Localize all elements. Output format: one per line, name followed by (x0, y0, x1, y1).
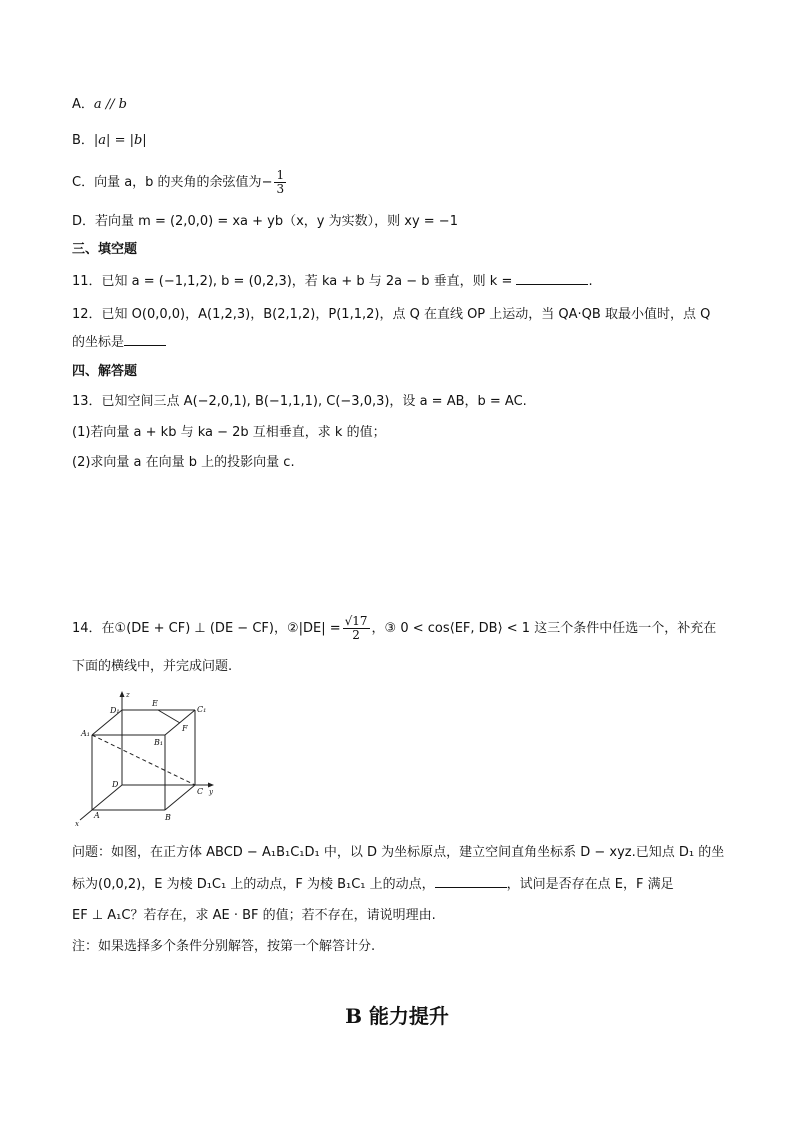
option-a-text: a // b (93, 97, 128, 112)
option-d (72, 212, 458, 232)
question-14-numerator: √17 (344, 614, 368, 628)
option-a-label: A． (72, 97, 94, 112)
label-a: A (94, 811, 100, 820)
section-fill-blank-heading: 三、填空题 (72, 242, 138, 257)
question-13-part2: (2)求向量 a 在向量 b 上的投影向量 c. (72, 455, 295, 470)
problem-condition-blank[interactable] (435, 887, 507, 888)
problem-line2-text: 标为(0,0,2)，E 为棱 D₁C₁ 上的动点，F 为棱 B₁C₁ 上的动点， (72, 877, 435, 892)
label-b: B (165, 813, 171, 822)
problem-line3: EF ⊥ A₁C？若存在，求 AE · BF 的值；若不存在，请说明理由. (72, 908, 436, 923)
question-11-text: 11．已知 a = (−1,1,2), b = (0,2,3)，若 ka + b 与 2a − b 垂直，则 k = (72, 274, 513, 289)
question-14-fraction (343, 615, 370, 642)
question-14-denominator: 2 (352, 628, 360, 642)
option-c-denominator: 3 (276, 182, 285, 196)
problem-line1: 问题：如图，在正方体 ABCD − A₁B₁C₁D₁ 中，以 D 为坐标原点，建立空间直角坐标系 D − xyz.已知点 D₁ 的坐 (72, 845, 725, 860)
question-11-answer-blank[interactable] (516, 284, 588, 285)
label-a1: A₁ (81, 729, 90, 738)
question-12-line1: 12．已知 O(0,0,0)，A(1,2,3)，B(2,1,2)，P(1,1,2)，点 Q 在直线 OP 上运动，当 QA·QB 取最小值时，点 Q (72, 307, 711, 322)
option-d-text: 若向量 m = (2,0,0) = xa + yb（x，y 为实数），则 xy = −1 (95, 214, 458, 229)
question-12-line2 (72, 333, 166, 353)
section-b-title: B 能力提升 (345, 1004, 449, 1028)
question-14-text-end: ，③ 0 < cos⟨EF, DB⟩ < 1 这三个条件中任选一个，补充在 (371, 621, 717, 636)
question-13-stem: 13．已知空间三点 A(−2,0,1), B(−1,1,1), C(−3,0,3)，设 a = AB，b = AC. (72, 394, 527, 409)
label-c: C (197, 787, 204, 796)
option-b (72, 131, 147, 151)
label-d1: D₁ (110, 706, 120, 715)
option-c (72, 168, 288, 198)
question-12-text: 的坐标是 (72, 335, 125, 350)
option-c-fraction (274, 169, 286, 196)
label-d: D (112, 780, 119, 789)
label-axis-x: x (75, 820, 79, 828)
label-f: F (182, 724, 188, 733)
label-axis-y: y (209, 788, 213, 796)
option-a (72, 95, 127, 115)
option-b-text: |a| = |b| (93, 133, 147, 148)
section-answer-heading: 四、解答题 (72, 364, 138, 379)
problem-line2 (72, 875, 674, 895)
option-b-label: B． (72, 133, 94, 148)
question-14-line1 (72, 614, 716, 644)
option-c-label: C． (72, 175, 95, 190)
option-c-text: 向量 a，b 的夹角的余弦值为 (94, 175, 262, 190)
note: 注：如果选择多个条件分别解答，按第一个解答计分. (72, 939, 376, 954)
question-12-answer-blank[interactable] (124, 345, 166, 346)
question-14-line2: 下面的横线中，并完成问题. (72, 659, 233, 674)
label-c1: C₁ (197, 705, 207, 714)
label-axis-z: z (126, 691, 130, 699)
label-e: E (152, 699, 158, 708)
label-b1: B₁ (154, 738, 164, 747)
question-14-text: 14．在①(DE + CF) ⊥ (DE − CF)，②|DE| = (72, 621, 341, 636)
option-d-label: D． (72, 214, 96, 229)
problem-line2-end: ，试问是否存在点 E，F 满足 (506, 877, 674, 892)
question-11 (72, 272, 593, 292)
question-11-end: . (588, 274, 593, 289)
option-c-minus: − (261, 175, 273, 190)
question-13-part1: (1)若向量 a + kb 与 ka − 2b 互相垂直，求 k 的值； (72, 425, 386, 440)
option-c-numerator: 1 (276, 168, 285, 182)
cube-figure (72, 688, 222, 828)
